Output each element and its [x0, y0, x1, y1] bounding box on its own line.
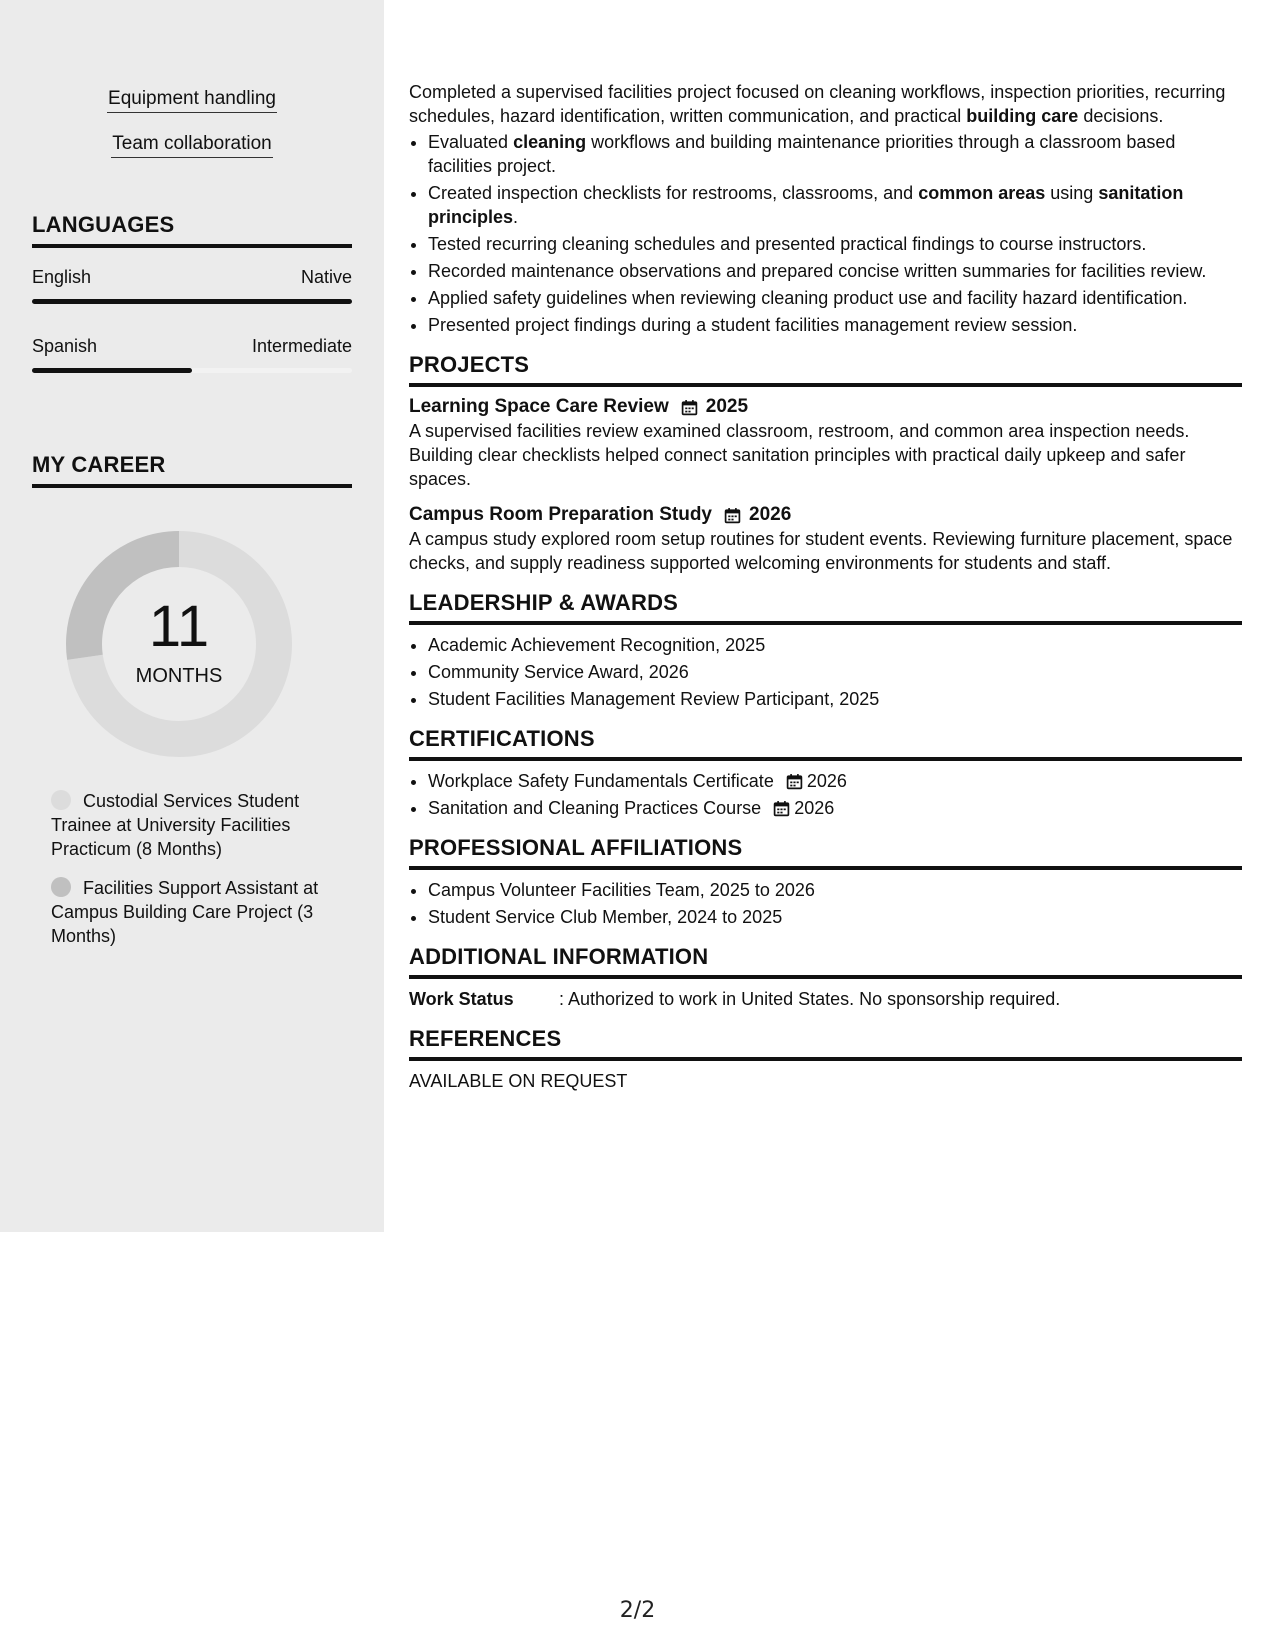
sidebar: [0, 0, 384, 1232]
projects-heading: PROJECTS: [409, 351, 1242, 387]
language-proficiency-bar: [32, 368, 352, 373]
list-item: • Tested recurring cleaning schedules and presented practical findings to course instructors.: [428, 232, 1242, 256]
list-item: • Presented project findings during a student facilities management review session.: [428, 313, 1242, 337]
skill-item: Equipment handling: [0, 88, 384, 110]
references-text: AVAILABLE ON REQUEST: [409, 1071, 628, 1091]
work-status-row: [409, 987, 1242, 1011]
career-heading: MY CAREER: [32, 452, 352, 488]
list-item: • Applied safety guidelines when reviewing cleaning product use and facility hazard identification.: [428, 286, 1242, 310]
certifications-list: [409, 769, 1242, 820]
list-item: • Community Service Award, 2026: [428, 660, 1242, 684]
language-proficiency-bar: [32, 299, 352, 304]
project-description: A supervised facilities review examined classroom, restroom, and common area inspection needs. Building clear checklists helped connect sanitation principles with practical daily upkeep and safer spaces.: [409, 421, 1190, 489]
calendar-icon: [681, 399, 698, 416]
leadership-heading: LEADERSHIP & AWARDS: [409, 589, 1242, 625]
career-total-number: 11: [148, 594, 210, 659]
career-legend-item: Facilities Support Assistant at Campus Building Care Project (3 Months): [51, 878, 319, 946]
list-item: • Created inspection checklists for restrooms, classrooms, and common areas using sanitation principles.: [428, 181, 1242, 229]
list-item: • Student Service Club Member, 2024 to 2025: [428, 905, 1242, 929]
main-content: [409, 80, 1242, 1093]
experience-bullets: [409, 130, 1242, 337]
language-name: Spanish: [32, 336, 98, 356]
language-level: Native: [300, 267, 352, 287]
certifications-heading: CERTIFICATIONS: [409, 725, 1242, 761]
additional-info-heading: ADDITIONAL INFORMATION: [409, 943, 1242, 979]
list-item: • Sanitation and Cleaning Practices Course 2026: [428, 796, 1242, 820]
career-legend-item: Custodial Services Student Trainee at University Facilities Practicum (8 Months): [51, 791, 300, 859]
skill-item: Team collaboration: [0, 133, 384, 155]
calendar-icon: [773, 800, 790, 817]
list-item: • Student Facilities Management Review Participant, 2025: [428, 687, 1242, 711]
calendar-icon: [786, 773, 803, 790]
calendar-icon: [724, 507, 741, 524]
project-year: 2025: [705, 396, 749, 417]
project-year: 2026: [749, 504, 792, 525]
language-proficiency-fill: [32, 368, 192, 373]
career-total-unit: MONTHS: [135, 665, 223, 687]
list-item: • Evaluated cleaning workflows and building maintenance priorities through a classroom based facilities project.: [428, 130, 1242, 178]
leadership-list: [409, 633, 1242, 711]
project-description: A campus study explored room setup routines for student events. Reviewing furniture placement, space checks, and supply readiness supported welcoming environments for students and staff.: [409, 529, 1233, 573]
list-item: • Recorded maintenance observations and prepared concise written summaries for facilities review.: [428, 259, 1242, 283]
list-item: • Academic Achievement Recognition, 2025: [428, 633, 1242, 657]
legend-dot-icon: [51, 790, 71, 810]
affiliations-heading: PROFESSIONAL AFFILIATIONS: [409, 834, 1242, 870]
language-level: Intermediate: [251, 336, 352, 356]
list-item: • Workplace Safety Fundamentals Certificate 2026: [428, 769, 1242, 793]
work-status-value: : Authorized to work in United States. No sponsorship required.: [559, 989, 1061, 1009]
language-name: English: [32, 267, 92, 287]
work-status-label: Work Status: [409, 989, 514, 1009]
page-number: 2/2: [619, 1598, 656, 1623]
intro-paragraph: Completed a supervised facilities project focused on cleaning workflows, inspection priorities, recurring schedules, hazard identification, written communication, and practical building care decisions.: [409, 82, 1226, 126]
language-row: [32, 336, 352, 357]
affiliations-list: [409, 878, 1242, 929]
language-row: [32, 267, 352, 288]
legend-dot-icon: [51, 877, 71, 897]
project-title: Campus Room Preparation Study 2026: [409, 504, 792, 525]
list-item: • Campus Volunteer Facilities Team, 2025 to 2026: [428, 878, 1242, 902]
project-title: Learning Space Care Review 2025: [409, 396, 749, 417]
references-heading: REFERENCES: [409, 1025, 1242, 1061]
language-proficiency-fill: [32, 299, 352, 304]
languages-heading: LANGUAGES: [32, 212, 352, 248]
